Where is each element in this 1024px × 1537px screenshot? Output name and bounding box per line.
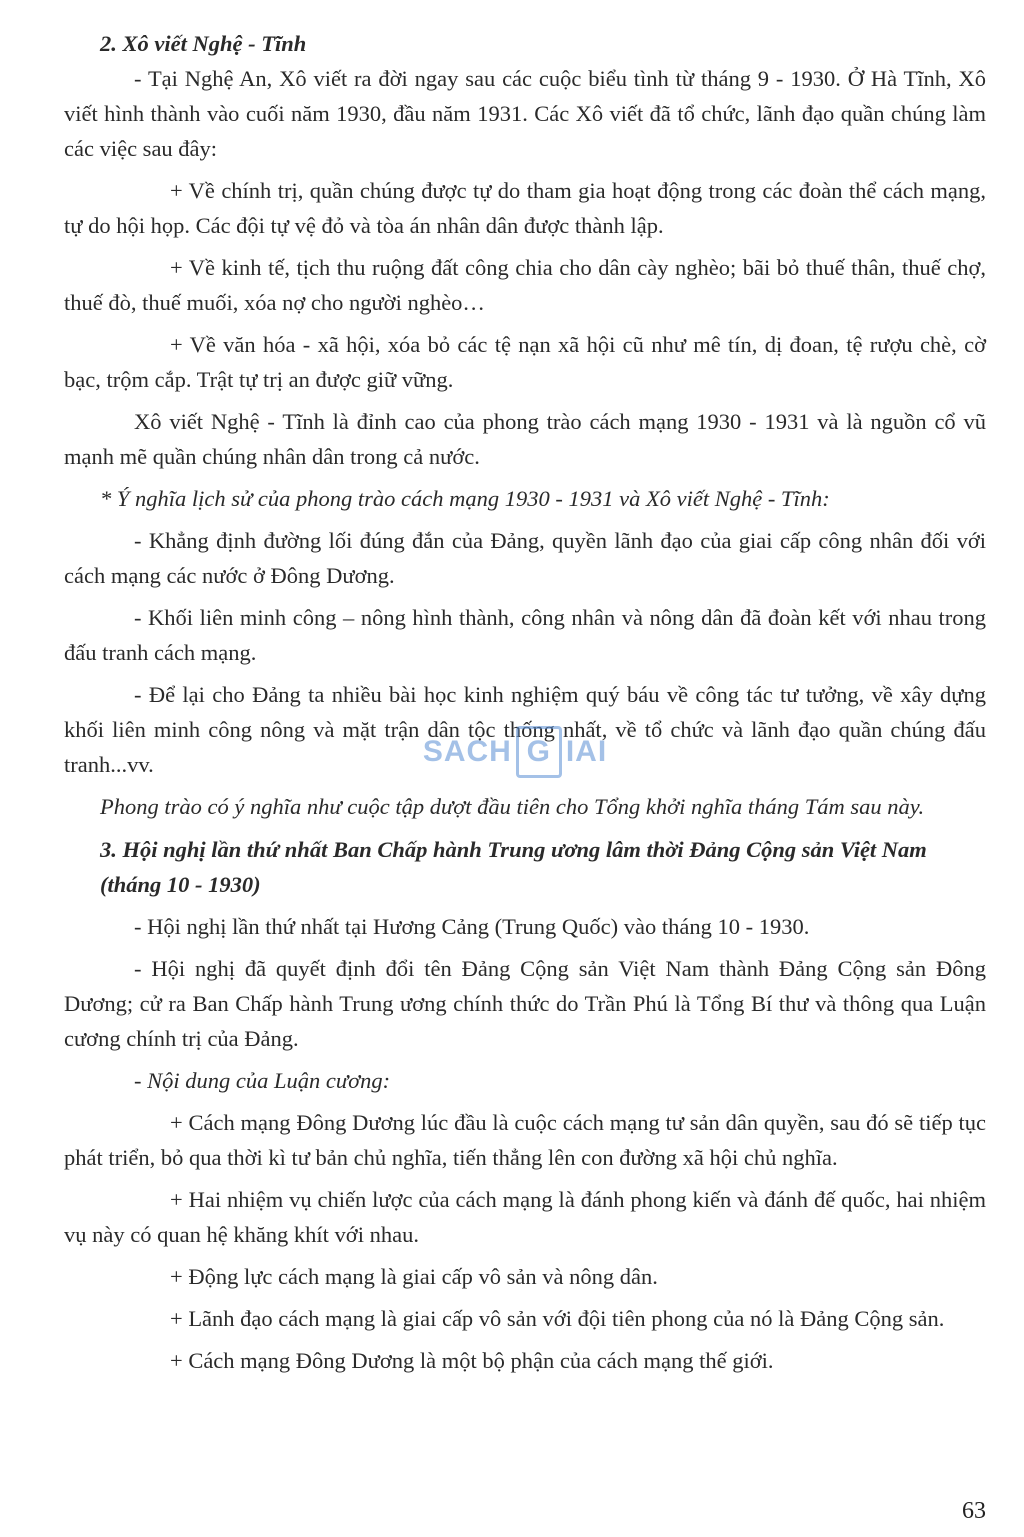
section-2-summary: Xô viết Nghệ - Tĩnh là đỉnh cao của phong trào cách mạng 1930 - 1931 và là nguồn cổ vũ mạnh mẽ quần chúng nhân dân trong cả nước. [64, 409, 986, 469]
watermark-text-right: IAI [565, 735, 608, 768]
page-number: 63 [962, 1498, 986, 1524]
thesis-title: - Nội dung của Luận cương: [134, 1068, 391, 1093]
section-3-paragraph-1: - Hội nghị lần thứ nhất tại Hương Cảng (Trung Quốc) vào tháng 10 - 1930. [134, 914, 810, 939]
watermark-box: G [516, 726, 562, 778]
thesis-item-1: + Cách mạng Đông Dương lúc đầu là cuộc cách mạng tư sản dân quyền, sau đó sẽ tiếp tục phát triển, bỏ qua thời kì tư bản chủ nghĩa, tiến thẳng lên con đường xã hội chủ nghĩa. [64, 1110, 986, 1170]
section-3-paragraph-2: - Hội nghị đã quyết định đổi tên Đảng Cộng sản Việt Nam thành Đảng Cộng sản Đông Dương; cử ra Ban Chấp hành Trung ương chính thức do Trần Phú là Tổng Bí thư và thông qua Luận cương chính trị của Đảng. [64, 956, 986, 1051]
page-content [64, 26, 986, 1378]
section-2-heading: 2. Xô viết Nghệ - Tĩnh [100, 31, 307, 56]
significance-item-3: - Để lại cho Đảng ta nhiều bài học kinh nghiệm quý báu về công tác tư tưởng, về xây dựng khối liên minh công nông và mặt trận dân tộc thống nhất, về tổ chức và lãnh đạo quần chúng đấu tranh...vv. [64, 682, 986, 777]
section-2-paragraph-1: - Tại Nghệ An, Xô viết ra đời ngay sau các cuộc biểu tình từ tháng 9 - 1930. Ở Hà Tĩnh, Xô viết hình thành vào cuối năm 1930, đầu năm 1931. Các Xô viết đã tổ chức, lãnh đạo quần chúng làm các việc sau đây: [64, 66, 986, 161]
significance-item-2: - Khối liên minh công – nông hình thành, công nhân và nông dân đã đoàn kết với nhau trong đấu tranh cách mạng. [64, 605, 986, 665]
watermark-text-left: SACH [422, 735, 512, 768]
section-2-culture-item: + Về văn hóa - xã hội, xóa bỏ các tệ nạn xã hội cũ như mê tín, dị đoan, tệ rượu chè, cờ bạc, trộm cắp. Trật tự trị an được giữ vững. [64, 332, 986, 392]
section-3-heading: 3. Hội nghị lần thứ nhất Ban Chấp hành Trung ương lâm thời Đảng Cộng sản Việt Nam (tháng 10 - 1930) [100, 837, 927, 897]
significance-conclusion: Phong trào có ý nghĩa như cuộc tập dượt đầu tiên cho Tổng khởi nghĩa tháng Tám sau này. [100, 794, 925, 819]
thesis-item-5: + Cách mạng Đông Dương là một bộ phận của cách mạng thế giới. [170, 1348, 774, 1373]
significance-title: * Ý nghĩa lịch sử của phong trào cách mạng 1930 - 1931 và Xô viết Nghệ - Tĩnh: [100, 486, 830, 511]
section-2-economy-item: + Về kinh tế, tịch thu ruộng đất công chia cho dân cày nghèo; bãi bỏ thuế thân, thuế chợ, thuế đò, thuế muối, xóa nợ cho người nghèo… [64, 255, 986, 315]
thesis-item-3: + Động lực cách mạng là giai cấp vô sản và nông dân. [170, 1264, 658, 1289]
significance-item-1: - Khẳng định đường lối đúng đắn của Đảng, quyền lãnh đạo của giai cấp công nhân đối với cách mạng các nước ở Đông Dương. [64, 528, 986, 588]
watermark-logo [410, 722, 620, 782]
thesis-item-2: + Hai nhiệm vụ chiến lược của cách mạng là đánh phong kiến và đánh đế quốc, hai nhiệm vụ này có quan hệ khăng khít với nhau. [64, 1187, 986, 1247]
section-2-politics-item: + Về chính trị, quần chúng được tự do tham gia hoạt động trong các đoàn thể cách mạng, tự do hội họp. Các đội tự vệ đỏ và tòa án nhân dân được thành lập. [64, 178, 986, 238]
thesis-item-4: + Lãnh đạo cách mạng là giai cấp vô sản với đội tiên phong của nó là Đảng Cộng sản. [170, 1306, 945, 1331]
